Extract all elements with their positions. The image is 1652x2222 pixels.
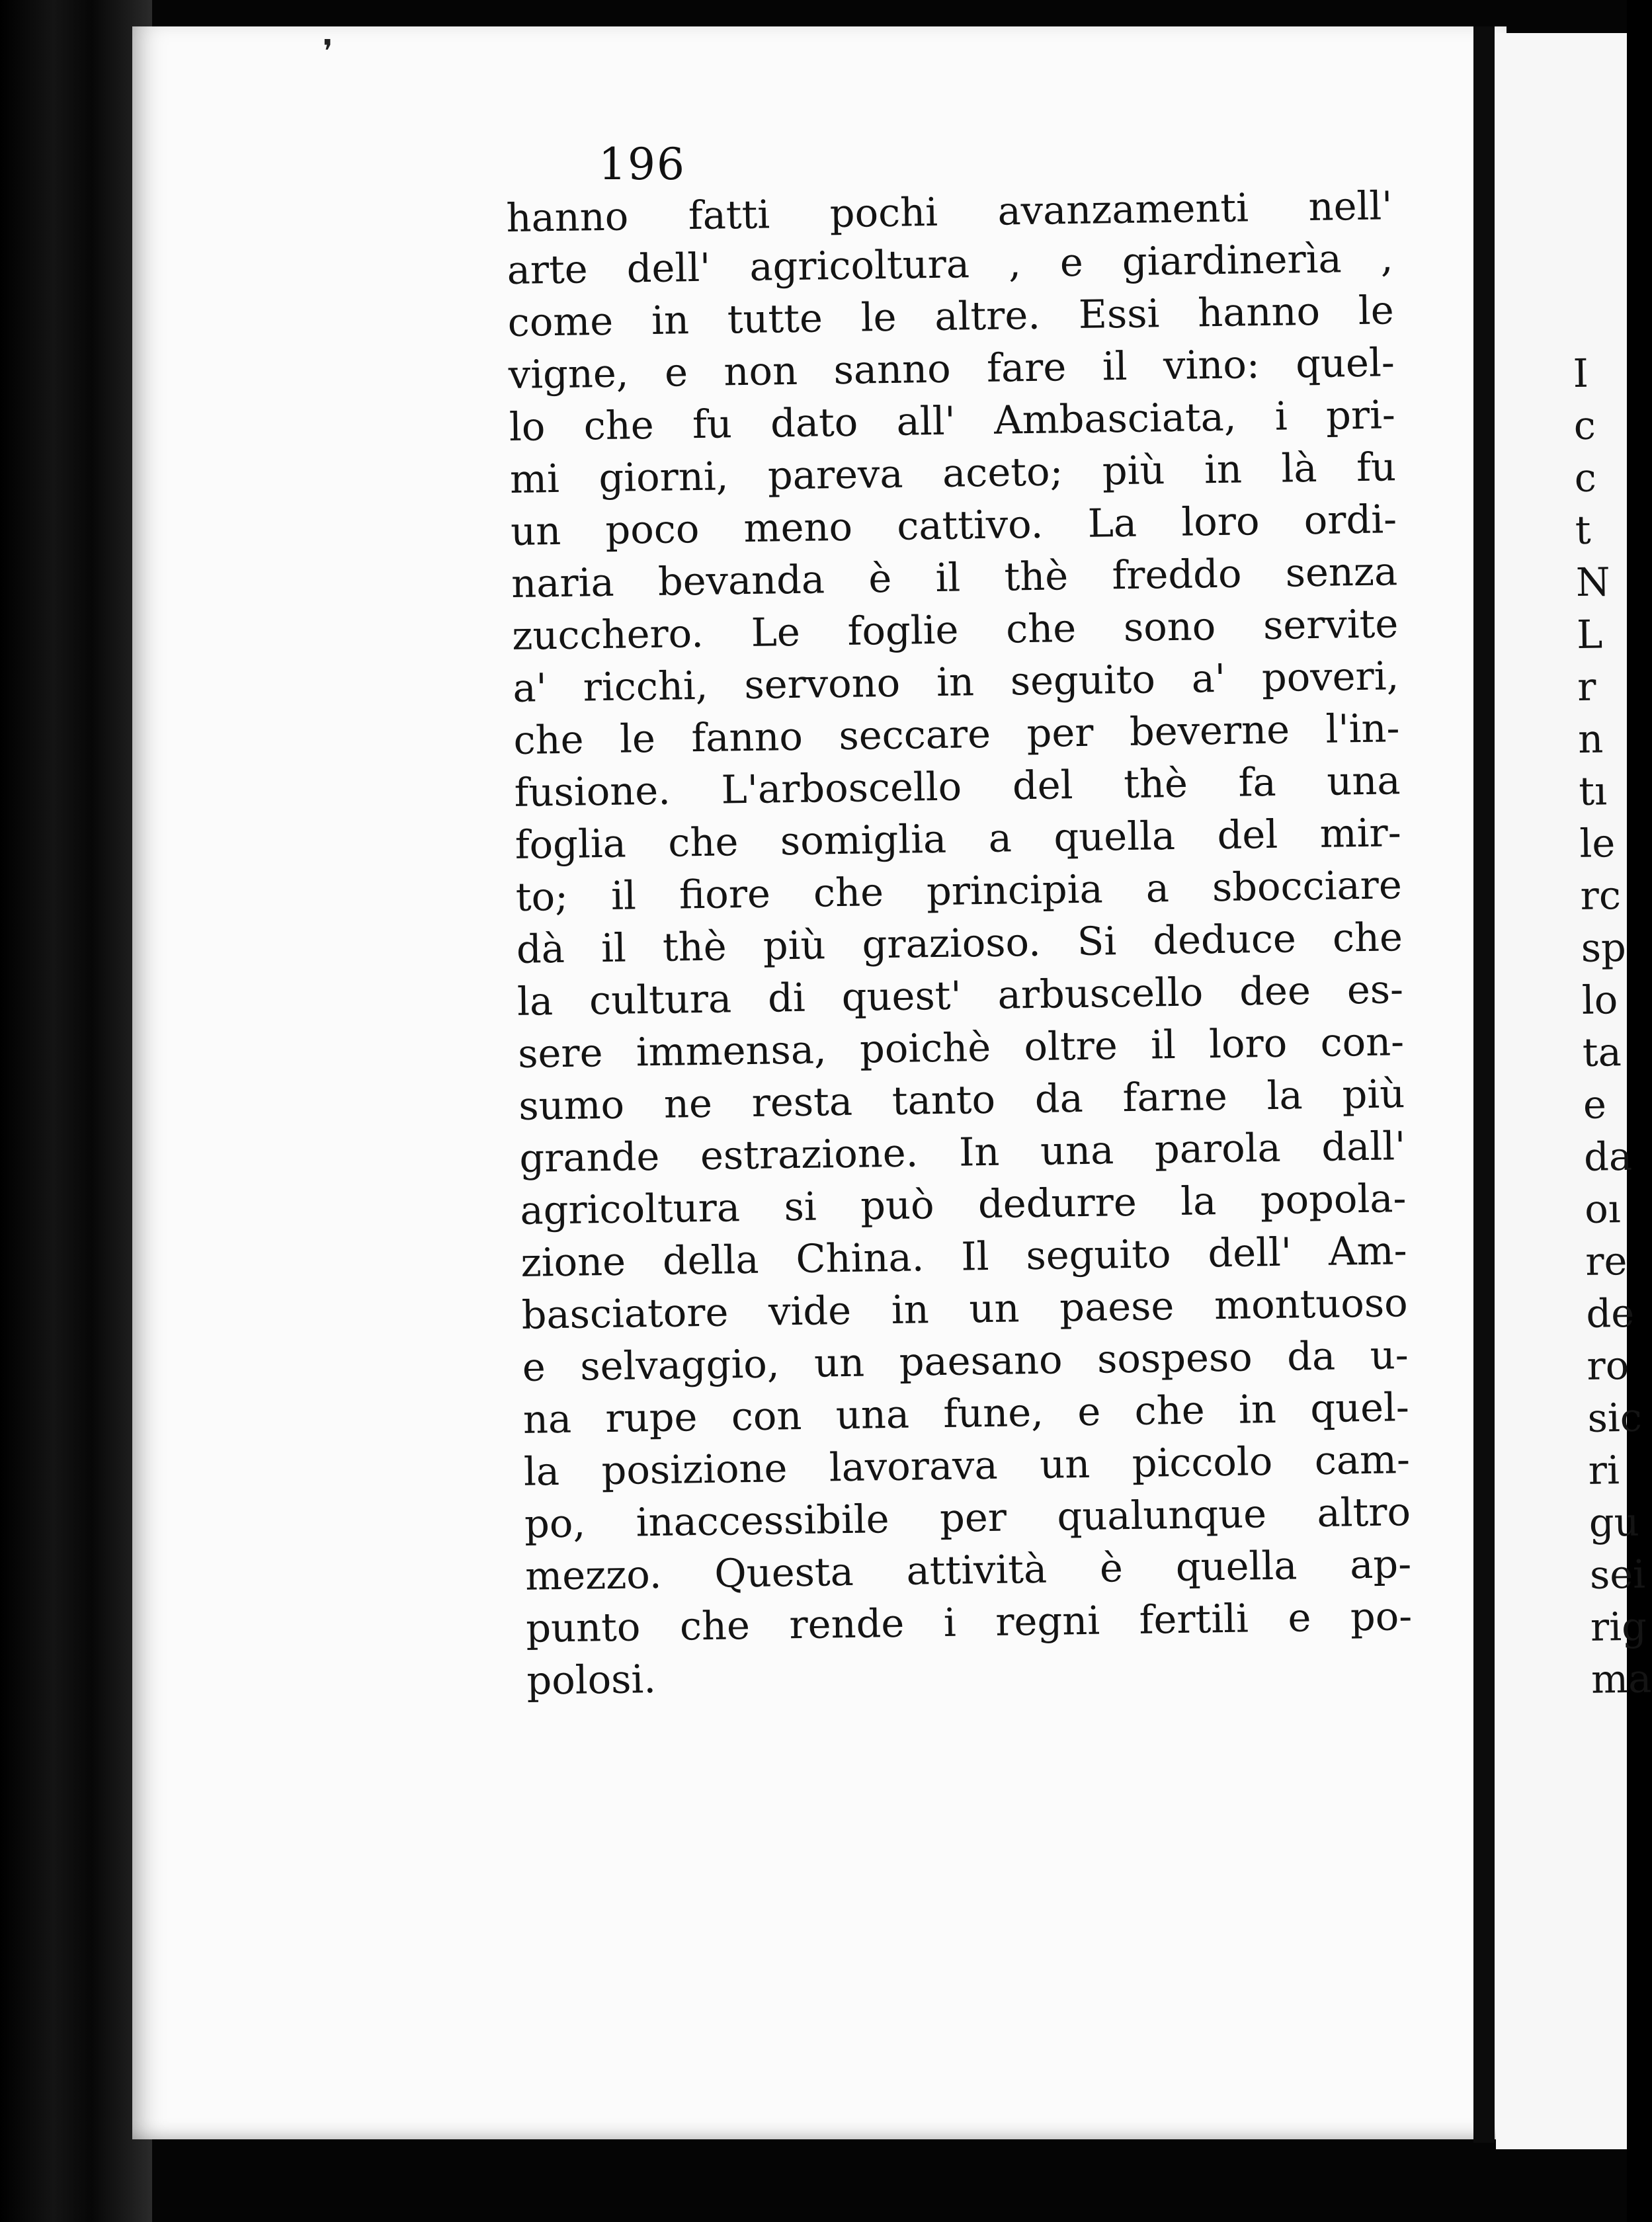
text-line: e selvaggio, un paesano sospeso da u- [522, 1332, 1409, 1390]
facing-text-fragment: c [1573, 402, 1596, 448]
facing-text-fragment: sic [1587, 1394, 1643, 1441]
text-line: na rupe con una fune, e che in quel- [522, 1384, 1410, 1442]
text-line: sumo ne resta tanto da farne la più [518, 1071, 1405, 1129]
page-gutter [1473, 26, 1495, 2143]
facing-text-fragment: sp [1581, 924, 1627, 971]
text-line: zione della China. Il seguito dell' Am- [520, 1227, 1407, 1286]
text-line: zucchero. Le foglie che sono servite [511, 600, 1399, 659]
text-line: foglia che somiglia a quella del mir- [515, 809, 1402, 868]
text-line: la posizione lavorava un piccolo cam- [523, 1436, 1411, 1495]
facing-text-fragment: L [1576, 611, 1603, 657]
text-line: grande estrazione. In una parola dall' [518, 1123, 1406, 1181]
text-line: sere immensa, poichè oltre il loro con- [517, 1018, 1405, 1077]
facing-text-fragment: sei [1589, 1551, 1646, 1598]
facing-text-fragment: le [1579, 820, 1616, 866]
facing-text-fragment: N [1575, 559, 1611, 605]
text-line: mezzo. Questa attività è quella ap- [524, 1541, 1412, 1599]
text-line: la cultura di quest' arbuscello dee es- [516, 966, 1404, 1024]
text-line: agricoltura si può dedurre la popola- [520, 1175, 1407, 1233]
facing-text-fragment: tı [1578, 768, 1608, 814]
text-line: fusione. L'arboscello del thè fa una [514, 757, 1401, 815]
text-line: mi giorni, pareva aceto; più in là fu [509, 444, 1397, 502]
text-line: a' ricchi, servono in seguito a' poveri, [512, 653, 1399, 711]
text-line: come in tutte le altre. Essi hanno le [507, 287, 1395, 345]
facing-text-fragment: rc [1580, 872, 1622, 919]
facing-text-fragment: c [1574, 454, 1597, 501]
text-line: un poco meno cattivo. La loro ordi- [510, 496, 1397, 554]
facing-text-fragment: ta [1582, 1029, 1622, 1075]
text-line: che le fanno seccare per beverne l'in- [513, 705, 1400, 763]
facing-text-fragment: da [1583, 1133, 1633, 1180]
text-line: dà il thè più grazioso. Si deduce che [516, 914, 1403, 972]
facing-text-fragment: re [1585, 1237, 1628, 1284]
facing-text-fragment: lo [1581, 977, 1618, 1023]
text-line: to; il fiore che principia a sbocciare [515, 862, 1403, 920]
ink-speck: ❜ [323, 33, 333, 70]
facing-text-fragment: t [1575, 507, 1592, 553]
text-line: punto che rende i regni fertili e po- [525, 1593, 1413, 1651]
facing-text-fragment: I [1573, 350, 1589, 396]
text-line: lo che fu dato all' Ambasciata, i pri- [509, 391, 1396, 450]
text-line: naria bevanda è il thè freddo senza [511, 548, 1398, 606]
page-number: 196 [599, 139, 686, 190]
facing-text-fragment: ma [1590, 1655, 1652, 1702]
text-line: arte dell' agricoltura , e giardinerìa , [507, 235, 1394, 293]
facing-text-fragment: n [1577, 716, 1604, 762]
text-line: polosi. [526, 1656, 657, 1704]
facing-text-fragment: gu [1589, 1499, 1640, 1545]
text-line: po, inaccessibile per qualunque altro [524, 1489, 1411, 1547]
facing-text-fragment: rig [1590, 1603, 1647, 1650]
text-line: basciatore vide in un paese montuoso [521, 1280, 1409, 1338]
text-line: vigne, e non sanno fare il vino: quel- [508, 339, 1395, 397]
facing-text-fragment: oı [1584, 1186, 1622, 1232]
text-line: hanno fatti pochi avanzamenti nell' [506, 183, 1393, 241]
facing-text-fragment: ri [1588, 1447, 1620, 1493]
facing-text-fragment: e [1583, 1081, 1607, 1128]
body-text [506, 179, 1413, 1706]
facing-text-fragment: ro [1587, 1342, 1630, 1389]
facing-text-fragment: de [1585, 1290, 1635, 1337]
book-binding-shadow [0, 0, 152, 2222]
facing-text-fragment: r [1577, 663, 1596, 710]
